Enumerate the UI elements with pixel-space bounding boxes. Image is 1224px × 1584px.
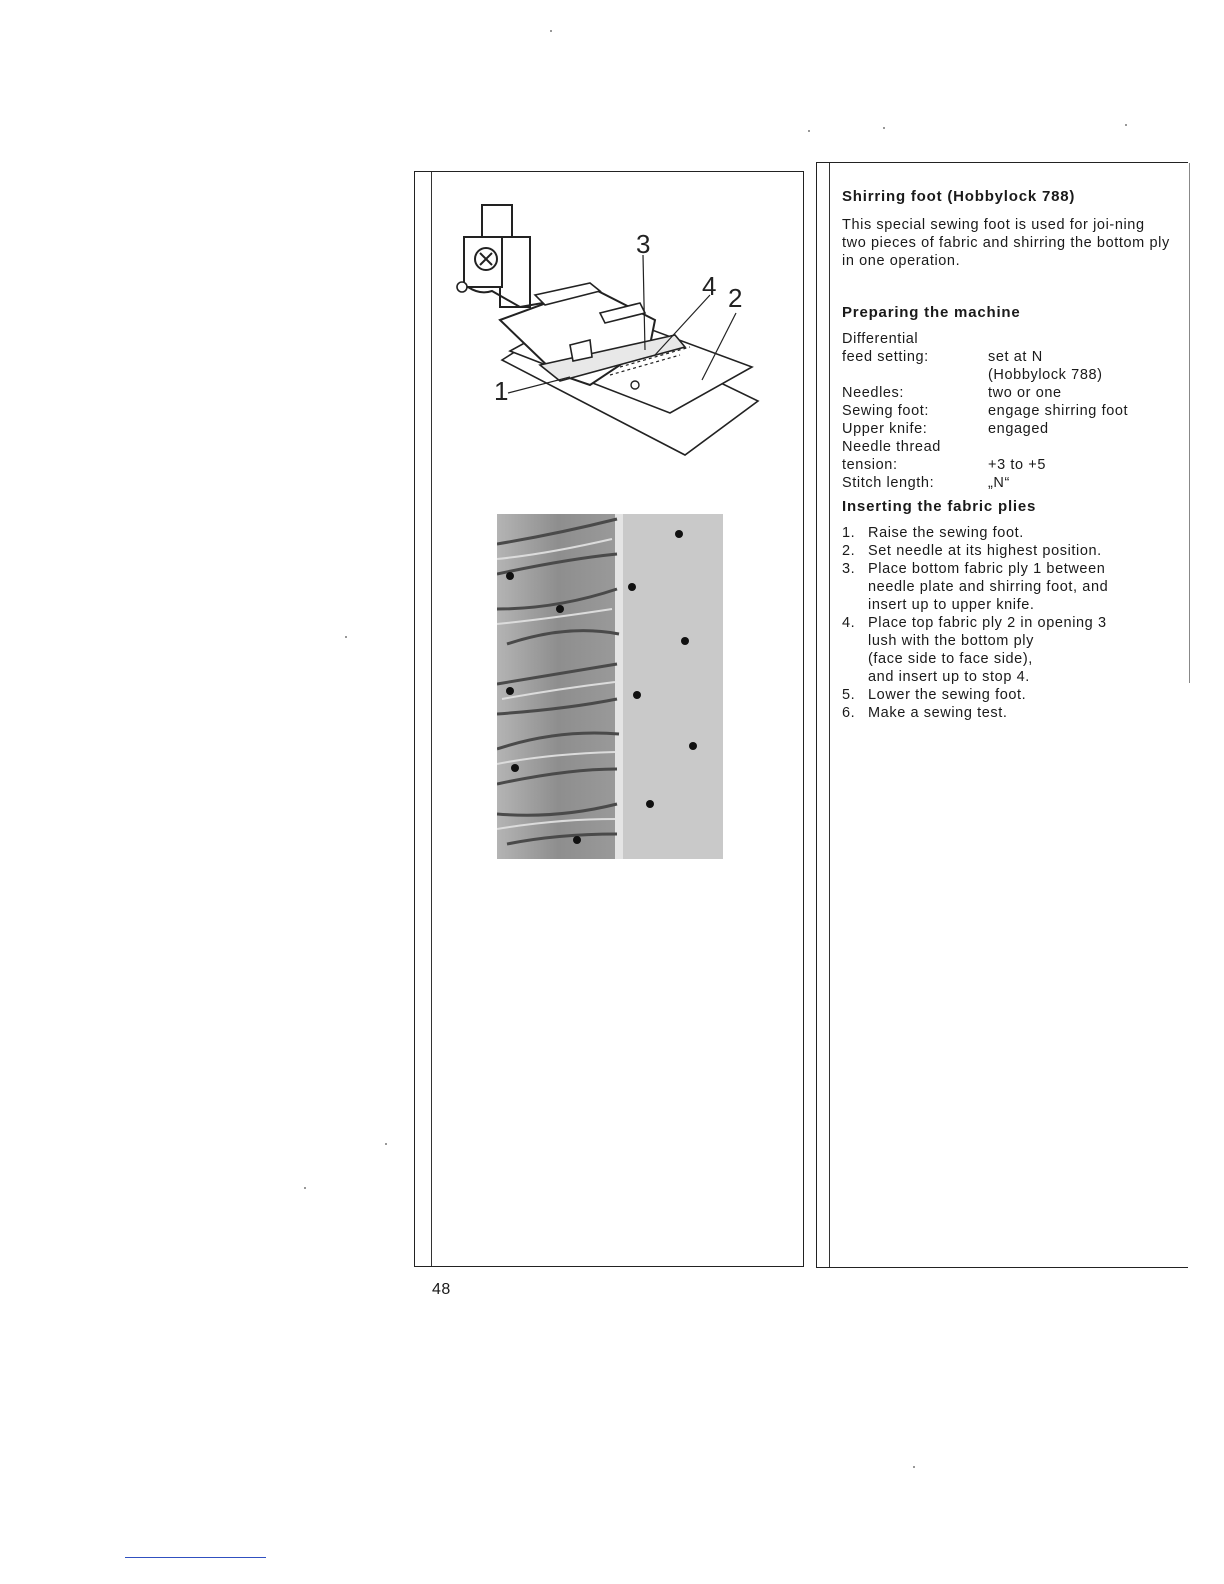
setting-key: Needle thread tension: — [842, 439, 941, 473]
scan-speck — [883, 127, 885, 129]
instructions-column — [842, 188, 1172, 722]
step-text: Place bottom fabric ply 1 between needle plate and shirring foot, and insert up to upper knife. — [868, 561, 1109, 613]
setting-value: two or one — [988, 385, 1062, 401]
callout-4: 4 — [702, 271, 717, 301]
foot-shank-block — [500, 237, 530, 307]
preparing-heading: Preparing the machine — [842, 304, 1021, 321]
list-item — [842, 686, 1172, 704]
setting-row — [842, 420, 1172, 438]
setting-value: „N“ — [988, 475, 1010, 491]
callout-3: 3 — [636, 229, 651, 259]
setting-value: engage shirring foot — [988, 403, 1129, 419]
step-text: Make a sewing test. — [868, 705, 1008, 721]
setting-row — [842, 438, 1172, 474]
callout-2: 2 — [728, 283, 743, 313]
step-number: 4. — [842, 615, 856, 631]
step-number: 5. — [842, 687, 856, 703]
callout-1: 1 — [494, 376, 509, 406]
step-text: Raise the sewing foot. — [868, 525, 1024, 541]
setting-row — [842, 330, 1172, 384]
setting-value: set at N (Hobbylock 788) — [988, 349, 1103, 383]
list-item — [842, 704, 1172, 722]
scan-speck — [304, 1187, 306, 1189]
settings-table — [842, 330, 1172, 492]
setting-key: Sewing foot: — [842, 403, 929, 419]
setting-key: Stitch length: — [842, 475, 935, 491]
footer-rule — [125, 1557, 266, 1558]
scan-speck — [913, 1466, 915, 1468]
step-text: Lower the sewing foot. — [868, 687, 1027, 703]
page-number: 48 — [432, 1281, 451, 1298]
scan-speck — [345, 636, 347, 638]
setting-value: engaged — [988, 421, 1049, 437]
list-item — [842, 560, 1172, 614]
scan-speck — [808, 130, 810, 132]
step-text: Set needle at its highest position. — [868, 543, 1102, 559]
setting-row — [842, 384, 1172, 402]
step-number: 1. — [842, 525, 856, 541]
panel-rule — [431, 172, 432, 1266]
inserting-heading: Inserting the fabric plies — [842, 498, 1037, 515]
setting-row — [842, 474, 1172, 492]
setting-key: Needles: — [842, 385, 905, 401]
list-item — [842, 542, 1172, 560]
section-intro: This special sewing foot is used for joi-ning two pieces of fabric and shirring the bottom ply in one operation. — [842, 217, 1170, 269]
section-title: Shirring foot (Hobbylock 788) — [842, 188, 1076, 205]
scan-speck — [1125, 124, 1127, 126]
step-number: 2. — [842, 543, 856, 559]
list-item — [842, 524, 1172, 542]
shirred-fabric-photo — [497, 514, 723, 859]
setting-key: Upper knife: — [842, 421, 928, 437]
panel-edge — [1189, 163, 1190, 683]
setting-row — [842, 402, 1172, 420]
setting-key: Differential feed setting: — [842, 331, 929, 365]
list-item — [842, 614, 1172, 686]
setting-value: +3 to +5 — [988, 457, 1047, 473]
steps-list — [842, 524, 1172, 722]
scan-speck — [385, 1143, 387, 1145]
shirring-foot-diagram — [440, 195, 780, 475]
step-number: 6. — [842, 705, 856, 721]
step-text: Place top fabric ply 2 in opening 3 lush with the bottom ply (face side to face side), and insert up to stop 4. — [868, 615, 1107, 685]
scan-speck — [550, 30, 552, 32]
panel-rule — [829, 163, 830, 1267]
step-number: 3. — [842, 561, 856, 577]
